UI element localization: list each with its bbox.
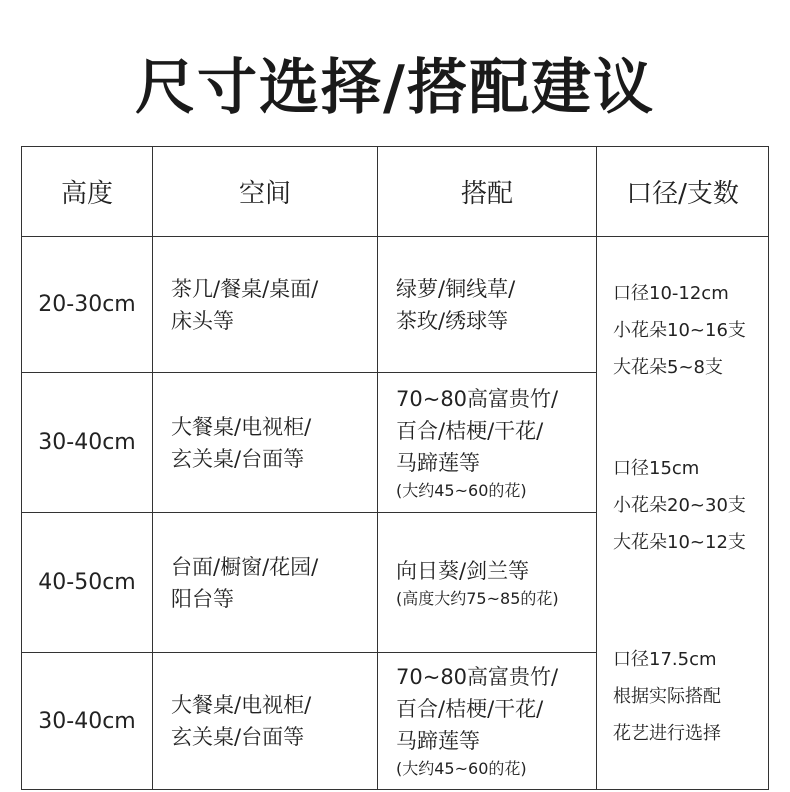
match-line: 茶玫/绣球等 <box>396 308 509 333</box>
match-line: 百合/桔梗/干花/ <box>396 418 544 443</box>
caliber-cell <box>597 237 769 790</box>
match-cell <box>378 653 597 790</box>
match-line: 70~80高富贵竹/ <box>396 665 559 689</box>
caliber-line: 花艺进行选择 <box>613 723 721 744</box>
space-line: 台面/橱窗/花园/ <box>171 554 319 579</box>
height-cell: 40-50cm <box>22 513 153 653</box>
match-note: (大约45~60的花) <box>396 480 527 500</box>
space-line: 玄关桌/台面等 <box>171 725 305 749</box>
caliber-line: 根据实际搭配 <box>613 686 721 707</box>
header-caliber: 口径/支数 <box>597 147 769 237</box>
match-line: 70~80高富贵竹/ <box>396 386 559 411</box>
caliber-line: 小花朵20~30支 <box>613 495 746 516</box>
header-space: 空间 <box>153 147 378 237</box>
match-cell <box>378 513 597 653</box>
space-line: 阳台等 <box>171 586 234 611</box>
header-height: 高度 <box>22 147 153 237</box>
match-cell <box>378 373 597 513</box>
caliber-group <box>613 641 768 752</box>
caliber-group <box>613 450 768 561</box>
match-line: 马蹄莲等 <box>396 450 480 475</box>
space-cell <box>153 513 378 653</box>
match-line: 绿萝/铜线草/ <box>396 276 516 301</box>
caliber-line: 大花朵5~8支 <box>613 357 723 378</box>
table-header-row <box>22 147 769 237</box>
height-cell: 20-30cm <box>22 237 153 373</box>
space-cell <box>153 653 378 790</box>
caliber-line: 口径10-12cm <box>613 283 729 304</box>
height-cell: 30-40cm <box>22 373 153 513</box>
table-row <box>22 237 769 373</box>
height-cell: 30-40cm <box>22 653 153 790</box>
size-table <box>21 146 769 790</box>
match-note: (大约45~60的花) <box>396 759 527 778</box>
match-cell <box>378 237 597 373</box>
page-title: 尺寸选择/搭配建议 <box>135 53 655 123</box>
space-line: 大餐桌/电视柜/ <box>171 693 312 717</box>
caliber-line: 小花朵10~16支 <box>613 320 746 341</box>
match-line: 百合/桔梗/干花/ <box>396 697 544 721</box>
space-line: 茶几/餐桌/桌面/ <box>171 276 319 301</box>
match-line: 向日葵/剑兰等 <box>396 558 530 583</box>
space-line: 大餐桌/电视柜/ <box>171 414 312 439</box>
caliber-line: 口径15cm <box>613 458 700 479</box>
space-cell <box>153 237 378 373</box>
match-note: (高度大约75~85的花) <box>396 588 559 608</box>
caliber-group <box>613 275 768 386</box>
header-match: 搭配 <box>378 147 597 237</box>
caliber-line: 口径17.5cm <box>613 649 717 670</box>
match-line: 马蹄莲等 <box>396 729 480 753</box>
space-cell <box>153 373 378 513</box>
space-line: 玄关桌/台面等 <box>171 446 305 471</box>
space-line: 床头等 <box>171 308 234 333</box>
caliber-line: 大花朵10~12支 <box>613 532 746 553</box>
